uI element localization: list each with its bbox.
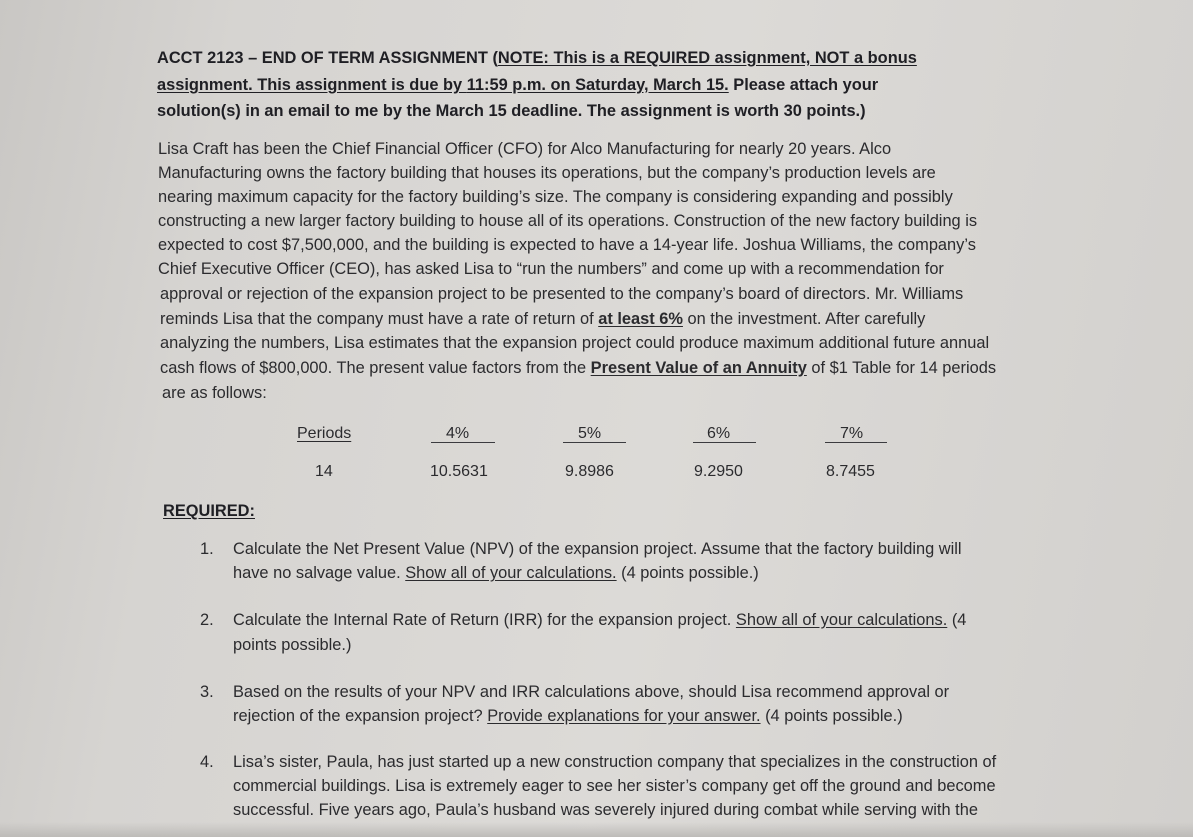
assignment-header-line-2 <box>157 75 878 95</box>
table-header-rate: 7% <box>840 425 864 442</box>
item-number: 2. <box>200 611 214 629</box>
text: Calculate the Internal Rate of Return (IRR) for the expansion project. <box>233 611 736 629</box>
table-header-rate: 5% <box>578 425 602 442</box>
paragraph-line: Chief Executive Officer (CEO), has asked Lisa to “run the numbers” and come up with a recommendation for <box>158 260 944 278</box>
header-underline <box>431 442 495 443</box>
table-cell-factor: 9.2950 <box>694 463 743 480</box>
paragraph-line: Manufacturing owns the factory building that houses its operations, but the company’s production levels are <box>158 164 936 182</box>
paragraph-line: expected to cost $7,500,000, and the building is expected to have a 14-year life. Joshua Williams, the company’s <box>158 236 976 254</box>
paragraph-line: are as follows: <box>162 384 267 402</box>
header-underline <box>825 442 887 443</box>
show-calculations: Show all of your calculations. <box>735 611 948 629</box>
text: rejection of the expansion project? <box>233 707 488 725</box>
text: cash flows of $800,000. The present value factors from the <box>160 359 591 377</box>
item-3-line-2 <box>233 706 903 726</box>
text: (4 <box>947 611 967 629</box>
paragraph-line <box>160 309 925 329</box>
header-text: assignment. This assignment is due by <box>157 76 467 94</box>
provide-explanations: Provide explanations for your answer. <box>487 707 761 725</box>
item-4-line-1: Lisa’s sister, Paula, has just started up a new construction company that specializes in the construction of <box>233 753 997 771</box>
item-2-line-1 <box>233 610 966 630</box>
table-cell-factor: 10.5631 <box>430 463 488 480</box>
show-calculations: Show all of your calculations. <box>405 564 617 582</box>
header-underline <box>693 442 756 443</box>
text: on the investment. After carefully <box>682 310 926 328</box>
paragraph-line <box>160 358 996 378</box>
paragraph-line: approval or rejection of the expansion project to be presented to the company’s board of directors. Mr. Williams <box>160 285 964 303</box>
paragraph-line: Lisa Craft has been the Chief Financial Officer (CFO) for Alco Manufacturing for nearly 20 years. Alco <box>158 140 892 158</box>
required-rate: at least 6% <box>598 310 683 328</box>
header-title: ACCT 2123 – END OF TERM ASSIGNMENT ( <box>157 49 498 67</box>
paragraph-line: nearing maximum capacity for the factory building’s size. The company is considering expanding and possibly <box>158 188 953 206</box>
table-header-periods: Periods <box>297 425 352 442</box>
text: (4 points possible.) <box>760 707 903 725</box>
assignment-header-line-1 <box>157 48 917 68</box>
item-number: 1. <box>200 540 214 558</box>
item-4-line-3: successful. Five years ago, Paula’s husband was severely injured during combat while serving with the <box>233 801 978 819</box>
item-1-line-1: Calculate the Net Present Value (NPV) of the expansion project. Assume that the factory building will <box>233 540 962 558</box>
item-number: 4. <box>200 753 214 771</box>
text: (4 points possible.) <box>616 564 759 582</box>
table-cell-periods: 14 <box>315 463 333 480</box>
page-edge-shadow <box>0 822 1193 837</box>
text: have no salvage value. <box>233 564 406 582</box>
table-reference: Present Value of an Annuity <box>590 359 807 377</box>
header-underline <box>563 442 626 443</box>
table-cell-factor: 9.8986 <box>565 463 614 480</box>
item-number: 3. <box>200 683 214 701</box>
text: reminds Lisa that the company must have a rate of return of <box>160 310 599 328</box>
table-header-rate: 6% <box>707 425 731 442</box>
paragraph-line: constructing a new larger factory building to house all of its operations. Construction of the new factory building is <box>158 212 978 230</box>
item-3-line-1: Based on the results of your NPV and IRR calculations above, should Lisa recommend approval or <box>233 683 950 701</box>
required-heading: REQUIRED: <box>163 502 255 520</box>
header-text: Please attach your <box>728 76 879 94</box>
assignment-header-line-3: solution(s) in an email to me by the March 15 deadline. The assignment is worth 30 points.) <box>157 102 866 120</box>
paragraph-line: analyzing the numbers, Lisa estimates that the expansion project could produce maximum additional future annual <box>160 334 990 352</box>
item-2-line-2: points possible.) <box>233 636 352 654</box>
item-1-line-2 <box>233 563 759 583</box>
text: of $1 Table for 14 periods <box>806 359 997 377</box>
header-deadline: 11:59 p.m. on Saturday, March 15. <box>466 76 729 94</box>
table-header-rate: 4% <box>446 425 470 442</box>
header-note: NOTE: This is a REQUIRED assignment, NOT a bonus <box>497 49 917 67</box>
item-4-line-2: commercial buildings. Lisa is extremely eager to see her sister’s company get off the ground and become <box>233 777 996 795</box>
table-cell-factor: 8.7455 <box>826 463 875 480</box>
